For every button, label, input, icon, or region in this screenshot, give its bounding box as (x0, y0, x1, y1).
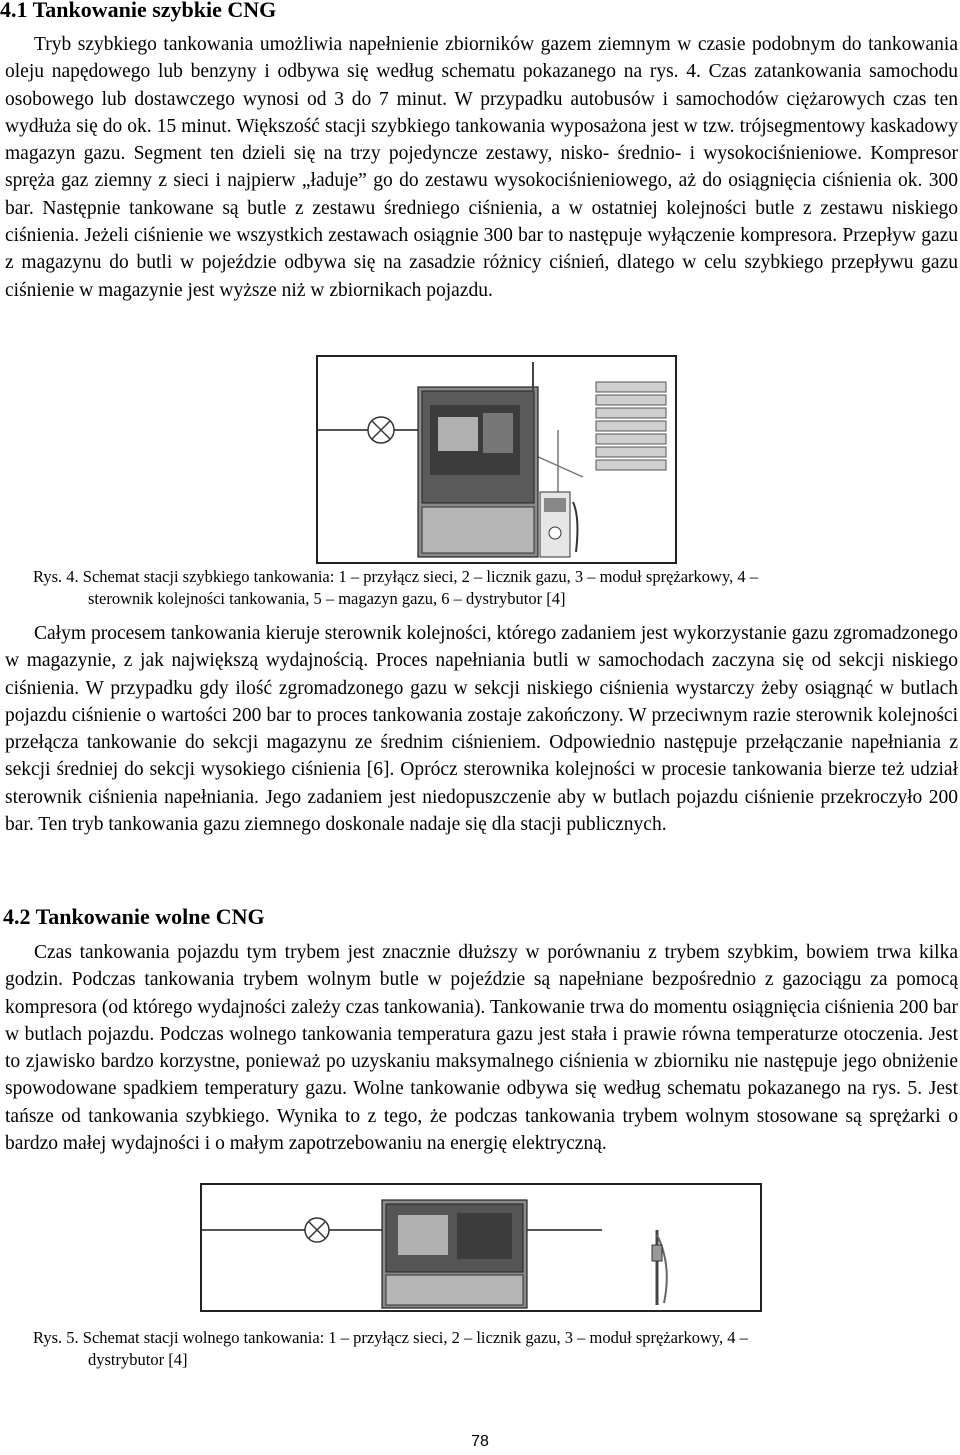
compressor-module-icon (382, 1200, 527, 1308)
figure-4-caption-line2: sterownik kolejności tankowania, 5 – magazyn gazu, 6 – dystrybutor [4] (88, 589, 566, 608)
figure-4-drawing (318, 357, 675, 562)
figure-5-caption-line2: dystrybutor [4] (88, 1350, 188, 1369)
dispenser-icon (652, 1230, 667, 1305)
dispenser-icon (540, 492, 577, 557)
compressor-module-icon (418, 362, 538, 557)
section-4-2-paragraph: Czas tankowania pojazdu tym trybem jest znacznie dłuższy w porównaniu z trybem szybkim, bowiem trwa kilka godzin. Podczas tankowania trybem wolnym butle w pojeździe są napełniane bezpośrednio z gazociągu za pomocą kompresora (od którego wydajności zależy czas tankowania). Tankowanie trwa do momentu osiągnięcia ciśnienia 200 bar w butlach pojazdu. Podczas wolnego tankowania temperatura gazu jest stała i prawie równa temperaturze otoczenia. Jest to zjawisko bardzo korzystne, ponieważ po uzyskaniu maksymalnego ciśnienia w zbiorniku nie następuje jego obniżenie spowodowane spadkiem temperatury gazu. Wolne tankowanie odbywa się według schematu pokazanego na rys. 5. Jest tańsze od tankowania szybkiego. Wynika to z tego, że podczas tankowania trybem wolnym stosowane są sprężarki o bardzo małej wydajności i o małym zapotrzebowaniu na energię elektryczną. (5, 942, 958, 1155)
page-number: 78 (471, 1433, 489, 1450)
figure-4-caption-line1: Rys. 4. Schemat stacji szybkiego tankowania: 1 – przyłącz sieci, 2 – licznik gazu, 3 – moduł sprężarkowy, 4 – (33, 567, 758, 586)
figure-5-schematic (200, 1183, 762, 1312)
section-heading-4-1: 4.1 Tankowanie szybkie CNG (0, 0, 277, 22)
figure-5-caption-line1: Rys. 5. Schemat stacji wolnego tankowania: 1 – przyłącz sieci, 2 – licznik gazu, 3 – moduł sprężarkowy, 4 – (33, 1328, 748, 1347)
gas-meter-icon (368, 417, 394, 443)
section-heading-4-2: 4.2 Tankowanie wolne CNG (3, 904, 265, 929)
gas-storage-icon (596, 382, 666, 470)
figure-4-schematic (316, 355, 677, 564)
figure-5-drawing (202, 1185, 760, 1310)
gas-meter-icon (305, 1218, 329, 1242)
figure-5-caption (33, 1327, 748, 1371)
section-4-1-paragraph: Tryb szybkiego tankowania umożliwia napełnienie zbiorników gazem ziemnym w czasie podobnym do tankowania oleju napędowego lub benzyny i odbywa się według schematu pokazanego na rys. 4. Czas zatankowania samochodu osobowego lub dostawczego wynosi od 3 do 7 minut. W przypadku autobusów i samochodów ciężarowych czas ten wydłuża się do ok. 15 minut. Większość stacji szybkiego tankowania wyposażona jest w tzw. trójsegmentowy kaskadowy magazyn gazu. Segment ten dzieli się na trzy pojedyncze zestawy, nisko- średnio- i wysokociśnieniowe. Kompresor spręża gaz ziemny z sieci i najpierw „ładuje” go do zestawu wysokociśnieniowego, aż do osiągnięcia ciśnienia ok. 300 bar. Następnie tankowane są butle z zestawu średniego ciśnienia, a w ostatniej kolejności butle z zestawu niskiego ciśnienia. Jeżeli ciśnienie we wszystkich zestawach osiągnie 300 bar to następuje wyłączenie kompresora. Przepływ gazu z magazynu do butli w pojeździe odbywa się na zasadzie różnicy ciśnień, dlatego w celu szybkiego przepływu gazu ciśnienie w magazynie jest wyższe niż w zbiornikach pojazdu. (5, 34, 958, 301)
figure-4-caption (33, 566, 758, 610)
paragraph-2: Całym procesem tankowania kieruje sterownik kolejności, którego zadaniem jest wykorzystanie gazu zgromadzonego w magazynie, z jak największą wydajnością. Proces napełniania butli w samochodach zaczyna się od sekcji niskiego ciśnienia. W przypadku gdy ilość zgromadzonego gazu w sekcji niskiego ciśnienia wystarczy żeby osiągnąć w butlach pojazdu ciśnienie o wartości 200 bar to proces tankowania zostaje zakończony. W przeciwnym razie sterownik kolejności przełącza tankowanie do sekcji magazynu ze średnim ciśnieniem. Odpowiednio następuje przełączanie napełniania z sekcji średniej do sekcji wysokiego ciśnienia [6]. Oprócz sterownika kolejności w procesie tankowania bierze też udział sterownik ciśnienia napełniania. Jego zadaniem jest niedopuszczenie aby w butlach pojazdu ciśnienie przekroczyło 200 bar. Ten tryb tankowania gazu ziemnego doskonale nadaje się dla stacji publicznych. (5, 623, 958, 836)
